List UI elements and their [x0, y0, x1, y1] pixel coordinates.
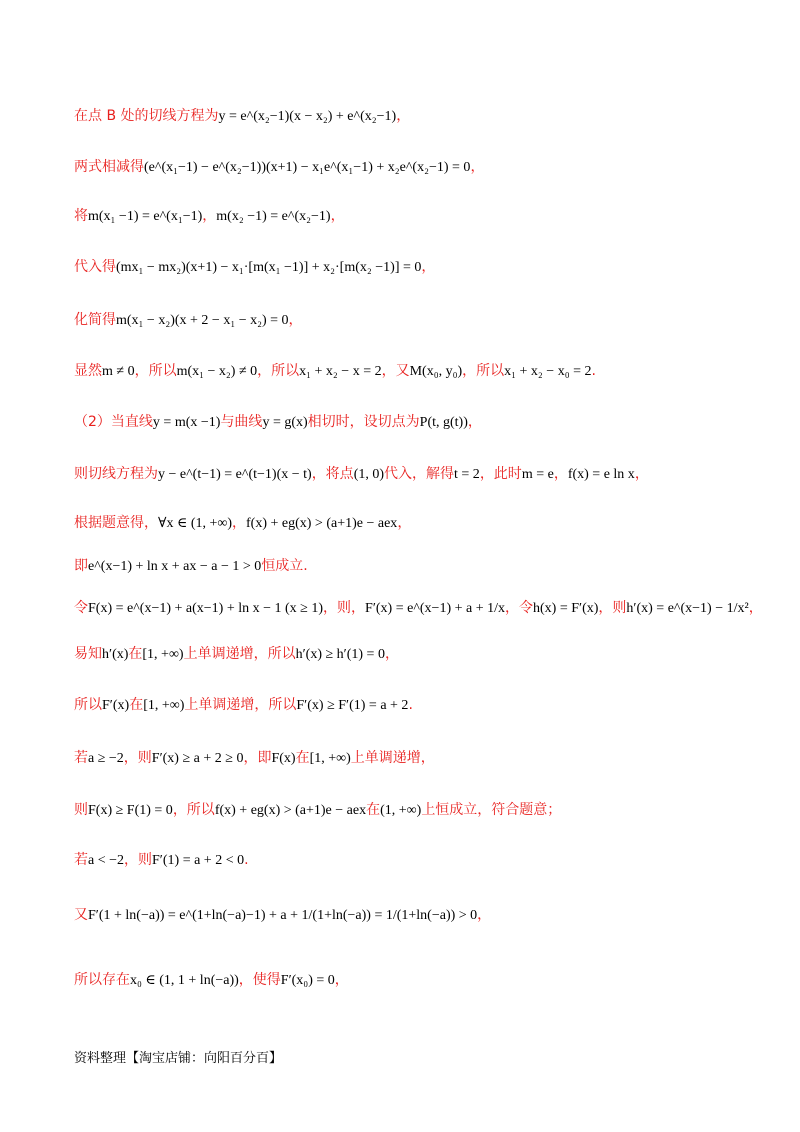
text-segment: ，: [397, 515, 412, 531]
math-expression: F′(x₀) = 0: [280, 973, 335, 988]
math-expression: ∀x ∈ (1, +∞): [158, 516, 233, 531]
text-segment: 相切时，设切点为: [307, 414, 420, 430]
text-segment: .: [408, 697, 413, 713]
math-expression: M(x₀, y₀): [409, 364, 463, 379]
text-segment: 易知: [74, 646, 102, 662]
math-expression: F(x) ≥ F(1) = 0: [88, 803, 173, 818]
text-segment: ，即: [243, 750, 272, 766]
math-expression: y − e^(t−1) = e^(t−1)(x − t): [158, 467, 312, 482]
text-segment: 即: [74, 558, 88, 574]
text-segment: 将: [74, 208, 88, 224]
text-segment: 恒成立.: [261, 558, 308, 574]
math-expression: P(t, g(t)): [419, 415, 468, 430]
math-expression: (1, +∞): [380, 803, 422, 818]
math-expression: f(x) = e ln x: [567, 467, 635, 482]
text-segment: ，: [748, 600, 763, 616]
text-segment: 化简得: [74, 312, 116, 328]
text-segment: ，: [553, 466, 568, 482]
text-segment: ，所以: [134, 363, 177, 379]
line-12: [74, 644, 399, 665]
math-expression: x₁ + x₂ − x₀ = 2: [504, 364, 592, 379]
math-expression: F′(x) = e^(x−1) + a + 1/x: [365, 601, 505, 616]
text-segment: 与曲线: [220, 414, 263, 430]
text-segment: 显然: [74, 363, 102, 379]
text-segment: ，: [477, 907, 492, 923]
text-segment: 则切线方程为: [74, 466, 158, 482]
line-15: [74, 800, 561, 821]
line-9: [74, 513, 411, 534]
math-expression: m(x₁ − x₂) ≠ 0: [176, 364, 258, 379]
math-expression: F′(1) = a + 2 < 0: [152, 853, 245, 868]
text-segment: 若: [74, 750, 88, 766]
text-segment: 在: [128, 646, 143, 662]
text-segment: 若: [74, 852, 88, 868]
math-expression: m ≠ 0: [102, 364, 135, 379]
text-segment: ，: [330, 208, 345, 224]
text-segment: ，此时: [479, 466, 522, 482]
text-segment: 在点 B 处的切线方程为: [74, 108, 219, 124]
math-expression: y = g(x): [262, 415, 308, 430]
text-segment: 所以存在: [74, 972, 130, 988]
math-expression: y = m(x −1): [152, 415, 221, 430]
line-4: [74, 257, 435, 278]
text-segment: ，: [634, 466, 649, 482]
footer-source: 资料整理【淘宝店铺：向阳百分百】: [74, 1051, 283, 1066]
line-17: [74, 905, 491, 926]
text-segment: ，: [470, 159, 485, 175]
text-segment: ，则: [124, 852, 153, 868]
text-segment: 在: [366, 802, 381, 818]
text-segment: ，所以: [172, 802, 215, 818]
text-segment: ，则: [598, 600, 627, 616]
line-13: [74, 695, 413, 716]
math-expression: x₀ ∈ (1, 1 + ln(−a)): [130, 973, 239, 988]
text-segment: 上单调递增，: [350, 750, 435, 766]
text-segment: ，所以: [462, 363, 505, 379]
math-expression: (e^(x₁−1) − e^(x₂−1))(x+1) − x₁e^(x₁−1) + x₂e^(x₂−1) = 0: [144, 160, 471, 175]
line-5: [74, 310, 303, 331]
text-segment: 代入得: [74, 259, 116, 275]
text-segment: ，: [396, 108, 411, 124]
line-3: [74, 206, 345, 227]
text-segment: .: [591, 363, 596, 379]
math-expression: h(x) = F′(x): [533, 601, 599, 616]
line-1: [74, 106, 410, 127]
text-segment: ，使得: [238, 972, 281, 988]
math-expression: a ≥ −2: [88, 751, 124, 766]
text-segment: ，令: [505, 600, 533, 616]
text-segment: 令: [74, 600, 88, 616]
line-11: [74, 598, 763, 619]
line-10: [74, 556, 308, 577]
text-segment: 上单调递增，所以: [184, 697, 297, 713]
math-expression: F(x) = e^(x−1) + a(x−1) + ln x − 1 (x ≥ 1): [88, 601, 324, 616]
line-7: [74, 412, 482, 433]
text-segment: 则: [74, 802, 88, 818]
text-segment: ，: [467, 414, 482, 430]
math-expression: (mx₁ − mx₂)(x+1) − x₁·[m(x₁ −1)] + x₂·[m(x₂ −1)] = 0: [116, 260, 422, 275]
math-expression: F′(x) ≥ F′(1) = a + 2: [296, 698, 409, 713]
text-segment: ，: [334, 972, 349, 988]
text-segment: 代入，解得: [384, 466, 455, 482]
math-expression: a < −2: [88, 853, 125, 868]
math-expression: [1, +∞): [142, 647, 184, 662]
text-segment: ，则: [123, 750, 152, 766]
text-segment: 上单调递增，所以: [183, 646, 296, 662]
math-expression: [1, +∞): [143, 698, 185, 713]
text-segment: .: [244, 852, 249, 868]
text-segment: ，则，: [323, 600, 366, 616]
text-segment: ，又: [381, 363, 410, 379]
math-expression: F′(1 + ln(−a)) = e^(1+ln(−a)−1) + a + 1/(1+ln(−a)) = 1/(1+ln(−a)) > 0: [88, 908, 478, 923]
math-expression: m(x₁ − x₂)(x + 2 − x₁ − x₂) = 0: [116, 313, 289, 328]
math-expression: t = 2: [454, 467, 480, 482]
math-expression: F′(x): [102, 698, 130, 713]
math-expression: m(x₁ −1) = e^(x₁−1): [88, 209, 203, 224]
line-6: [74, 361, 596, 382]
math-expression: x₁ + x₂ − x = 2: [299, 364, 382, 379]
text-segment: ，所以: [257, 363, 300, 379]
text-segment: 根据题意得，: [74, 515, 158, 531]
text-segment: 又: [74, 907, 88, 923]
math-expression: F(x): [271, 751, 296, 766]
text-segment: ，: [384, 646, 399, 662]
text-segment: ，: [288, 312, 303, 328]
text-segment: ，: [421, 259, 436, 275]
math-expression: [1, +∞): [309, 751, 351, 766]
text-segment: （2）当直线: [74, 414, 153, 430]
math-expression: f(x) + eg(x) > (a+1)e − aex: [214, 803, 367, 818]
math-expression: f(x) + eg(x) > (a+1)e − aex: [246, 516, 398, 531]
math-expression: h′(x): [102, 647, 129, 662]
math-expression: y = e^(x₂−1)(x − x₂) + e^(x₂−1): [218, 109, 397, 124]
line-2: [74, 157, 484, 178]
line-16: [74, 850, 249, 871]
math-expression: h′(x) ≥ h′(1) = 0: [295, 647, 385, 662]
math-expression: h′(x) = e^(x−1) − 1/x²: [626, 601, 749, 616]
math-expression: m = e: [521, 467, 554, 482]
math-expression: (1, 0): [353, 467, 385, 482]
math-expression: e^(x−1) + ln x + ax − a − 1 > 0: [88, 559, 262, 574]
text-segment: ，将点: [311, 466, 354, 482]
text-segment: 上恒成立，符合题意；: [421, 802, 562, 818]
line-8: [74, 464, 649, 485]
math-expression: F′(x) ≥ a + 2 ≥ 0: [151, 751, 244, 766]
text-segment: 所以: [74, 697, 102, 713]
math-expression: m(x₂ −1) = e^(x₂−1): [216, 209, 331, 224]
text-segment: 在: [129, 697, 144, 713]
text-segment: 两式相减得: [74, 159, 144, 175]
line-18: [74, 970, 349, 991]
text-segment: ，: [232, 515, 247, 531]
text-segment: 在: [295, 750, 310, 766]
text-segment: ，: [202, 208, 217, 224]
line-14: [74, 748, 435, 769]
